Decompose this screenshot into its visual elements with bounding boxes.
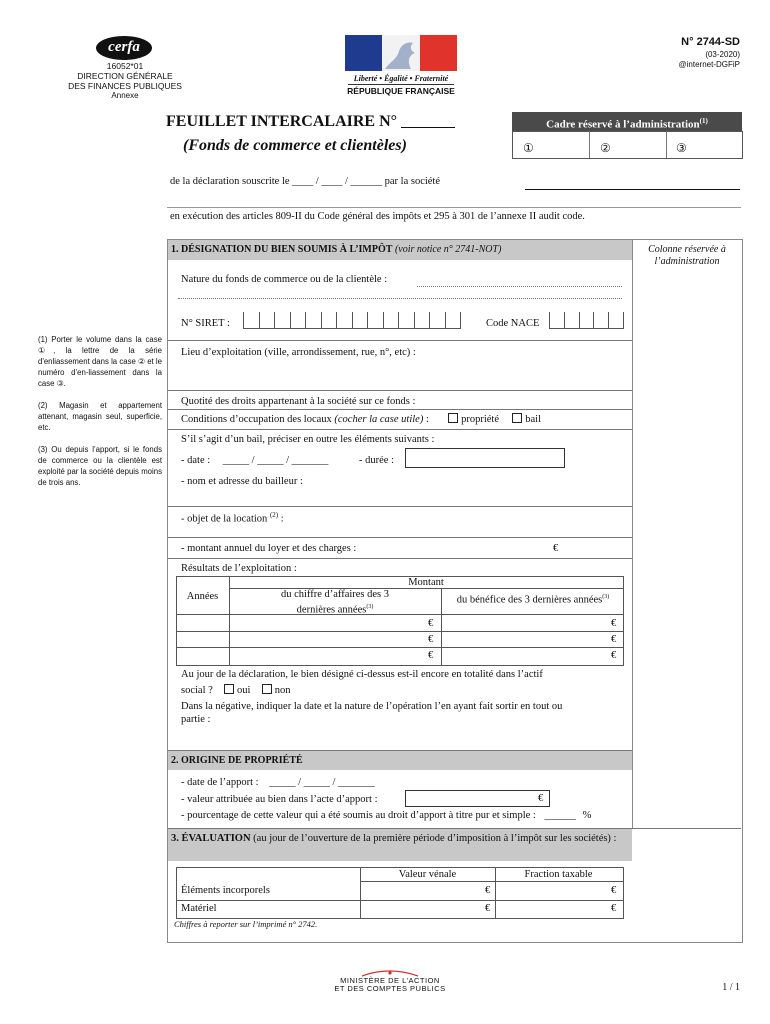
side-note-1: (1) Porter le volume dans la case ①, la lettre de la série d'enliassement dans la case ② et le numéro d’en-liassement dans la case ③. <box>38 335 162 388</box>
motto: Liberté • Égalité • Fraternité <box>353 74 449 83</box>
declaration-line1: de la déclaration souscrite le ____ / ____ / ______ par la société <box>170 176 441 187</box>
col-fraction-taxable: Fraction taxable <box>524 869 593 880</box>
objet-label: - objet de la location $^{(2)}$ : <box>181 511 284 525</box>
company-name-field[interactable] <box>525 189 740 190</box>
row-incorporels-v1[interactable]: € <box>485 885 491 896</box>
marianne-logo <box>345 35 457 71</box>
row-materiel-v1[interactable]: € <box>485 903 491 914</box>
lieu-label: Lieu d’exploitation (ville, arrondissement, rue, n°, etc) : <box>181 347 416 358</box>
bail-checkbox[interactable] <box>512 413 522 423</box>
side-note-3: (3) Ou depuis l’apport, si le fonds de commerce ou la clientèle est exploité par la société depuis moins de trois ans. <box>38 445 162 487</box>
table-row-1-ben[interactable]: € <box>611 618 617 629</box>
nature-label: Nature du fonds de commerce ou de la clientèle : <box>181 274 388 285</box>
nace-input-cell[interactable] <box>579 312 594 328</box>
declaration-date[interactable]: ____ / ____ / ______ <box>292 176 382 187</box>
col-benefice: du bénéfice des 3 dernières années$^{(3)}$ <box>456 594 610 606</box>
side-note-2: (2) Magasin et appartement attenant, magasin seul, superficie, etc. <box>38 401 162 432</box>
col-annees: Années <box>186 591 219 602</box>
resultats-label: Résultats de l’exploitation : <box>181 563 297 574</box>
loyer-euro[interactable]: € <box>553 543 559 554</box>
negative-text-2: partie : <box>181 714 211 725</box>
col-valeur-venale: Valeur vénale <box>398 869 457 880</box>
duree-input[interactable] <box>405 448 565 468</box>
conditions-row: Conditions d’occupation des locaux (cocher la case utile) : propriété bail <box>181 414 542 425</box>
motto-rule <box>348 84 454 85</box>
nace-input-cell[interactable] <box>593 312 608 328</box>
row-materiel-v2[interactable]: € <box>611 903 617 914</box>
actif-question-2: social ? oui non <box>181 685 291 696</box>
siret-input-cell[interactable] <box>336 312 352 328</box>
form-number: N° 2744-SD <box>681 36 740 48</box>
form-date: (03-2020) <box>705 50 740 59</box>
valeur-input[interactable] <box>405 790 550 807</box>
apport-date-row: - date de l’apport : _____ / _____ / _______ <box>181 777 375 788</box>
siret-input-cell[interactable] <box>243 312 259 328</box>
pct-label: - pourcentage de cette valeur qui a été soumis au droit d’apport à titre pur et simple : ______ % <box>181 810 592 821</box>
siret-input-cell[interactable] <box>321 312 337 328</box>
section1-title: 1. DÉSIGNATION DU BIEN SOUMIS À L’IMPÔT (voir notice n° 2741-NOT) <box>171 244 502 255</box>
loyer-label: - montant annuel du loyer et des charges : <box>181 543 357 554</box>
bail-date-label: - date : _____ / _____ / _______ <box>181 455 329 466</box>
siret-input[interactable] <box>243 312 461 329</box>
annex-label: Annexe <box>111 91 139 100</box>
nace-input-cell[interactable] <box>549 312 564 328</box>
quotite-label: Quotité des droits appartenant à la société sur ce fonds : <box>181 396 416 407</box>
bail-intro: S’il s’agit d’un bail, préciser en outre les éléments suivants : <box>181 434 435 445</box>
row-materiel-label: Matériel <box>181 903 217 914</box>
nace-input-cell[interactable] <box>608 312 624 328</box>
actif-question: Au jour de la déclaration, le bien désigné ci-dessus est-il encore en totalité dans l’actif <box>181 669 543 680</box>
row-incorporels-v2[interactable]: € <box>611 885 617 896</box>
admin-cell-1[interactable]: ① <box>523 141 534 155</box>
republic-label: RÉPUBLIQUE FRANÇAISE <box>347 86 455 96</box>
siret-input-cell[interactable] <box>398 312 414 328</box>
ministry-line1: MINISTÈRE DE L’ACTION <box>340 976 440 985</box>
bailleur-label: - nom et adresse du bailleur : <box>181 476 303 487</box>
pct-field[interactable]: ______ <box>544 810 576 821</box>
siret-input-cell[interactable] <box>352 312 368 328</box>
declaration-line2: en exécution des articles 809-II du Code général des impôts et 295 à 301 de l’annexe II audit code. <box>170 211 585 222</box>
nace-input-cell[interactable] <box>564 312 579 328</box>
direction-line1: DIRECTION GÉNÉRALE <box>77 71 173 81</box>
col-montant: Montant <box>408 577 444 588</box>
siret-input-cell[interactable] <box>445 312 462 328</box>
siret-input-cell[interactable] <box>429 312 445 328</box>
apport-date-field[interactable]: _____ / _____ / _______ <box>269 777 375 788</box>
admin-column-label: Colonne réservée à l’administration <box>648 244 726 267</box>
section2-title: 2. ORIGINE DE PROPRIÉTÉ <box>171 755 303 766</box>
bail-date-field[interactable]: _____ / _____ / _______ <box>222 455 329 466</box>
admin-cell-3[interactable]: ③ <box>676 141 687 155</box>
nature-field[interactable] <box>417 286 622 287</box>
admin-box-cells <box>512 131 743 159</box>
admin-column-divider <box>632 239 633 829</box>
duree-label: - durée : <box>359 455 394 466</box>
table-row-1-ca[interactable]: € <box>428 618 434 629</box>
row-incorporels-label: Éléments incorporels <box>181 885 270 896</box>
table-row-3-ca[interactable]: € <box>428 650 434 661</box>
section3-title: 3. ÉVALUATION (au jour de l’ouverture de la première période d’imposition à l’impôt sur les sociétés) : <box>171 833 617 844</box>
ministry-line2: ET DES COMPTES PUBLICS <box>334 984 446 993</box>
valeur-euro: € <box>538 793 544 804</box>
nace-label: Code NACE <box>486 318 540 329</box>
title-line2: (Fonds de commerce et clientèles) <box>183 137 407 154</box>
nace-input[interactable] <box>549 312 624 329</box>
table-row-2-ca[interactable]: € <box>428 634 434 645</box>
page-number: 1 / 1 <box>722 982 740 993</box>
siret-input-cell[interactable] <box>414 312 430 328</box>
title-line1: FEUILLET INTERCALAIRE N° <box>166 113 455 131</box>
siret-input-cell[interactable] <box>367 312 383 328</box>
cerfa-number: 16052*01 <box>106 61 144 71</box>
form-source: @internet-DGFiP <box>678 60 740 69</box>
siret-input-cell[interactable] <box>290 312 306 328</box>
cerfa-logo: cerfa <box>96 36 152 60</box>
table-row-2-ben[interactable]: € <box>611 634 617 645</box>
direction-line2: DES FINANCES PUBLIQUES <box>68 81 182 91</box>
siret-input-cell[interactable] <box>305 312 321 328</box>
sheet-number-blank[interactable] <box>401 113 455 128</box>
col-ca: du chiffre d’affaires des 3 dernières années$^{(3)}$ <box>280 589 390 616</box>
admin-cell-2[interactable]: ② <box>600 141 611 155</box>
siret-input-cell[interactable] <box>259 312 275 328</box>
table-row-3-ben[interactable]: € <box>611 650 617 661</box>
siret-input-cell[interactable] <box>274 312 290 328</box>
non-checkbox[interactable] <box>262 684 272 694</box>
siret-label: N° SIRET : <box>181 318 230 329</box>
propriete-checkbox[interactable] <box>448 413 458 423</box>
admin-box-header: Cadre réservé à l’administration$^{(1)}$ <box>512 112 742 131</box>
report-footnote: Chiffres à reporter sur l’imprimé n° 2742. <box>174 919 318 929</box>
negative-text: Dans la négative, indiquer la date et la nature de l’opération l’en ayant fait sortir en tout ou <box>181 701 563 712</box>
oui-checkbox[interactable] <box>224 684 234 694</box>
siret-input-cell[interactable] <box>383 312 399 328</box>
nature-field-line2[interactable] <box>178 298 622 299</box>
valeur-label: - valeur attribuée au bien dans l’acte d’apport : <box>181 794 378 805</box>
results-table <box>176 576 624 666</box>
